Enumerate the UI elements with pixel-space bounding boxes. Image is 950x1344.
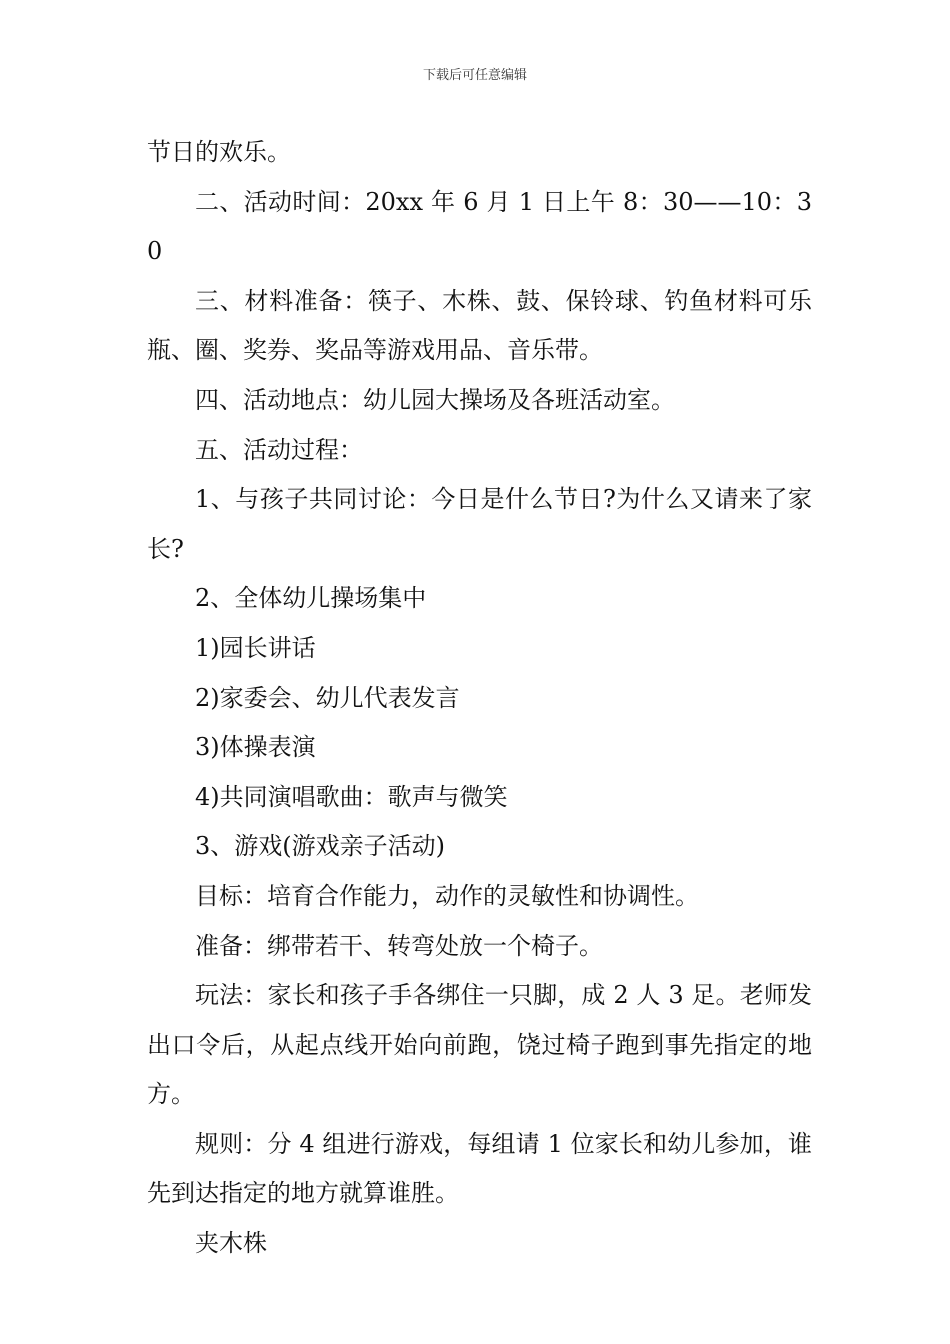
paragraph-step-1: 1、与孩子共同讨论：今日是什么节日?为什么又请来了家长? [147,485,812,563]
paragraph-how-to-play: 玩法：家长和孩子手各绑住一只脚，成 2 人 3 足。老师发出口令后，从起点线开始向前跑，饶过椅子跑到事先指定的地方。 [147,981,812,1109]
paragraph-process-heading: 五、活动过程： [195,435,363,464]
paragraph-substep-4: 4)共同演唱歌曲：歌声与微笑 [195,782,508,811]
paragraph-step-3: 3、游戏(游戏亲子活动) [195,832,445,861]
paragraph-substep-3: 3)体操表演 [195,733,316,762]
paragraph-materials: 三、材料准备：筷子、木株、鼓、保铃球、钓鱼材料可乐瓶、圈、奖券、奖品等游戏用品、音乐带。 [147,286,812,365]
paragraph-substep-1: 1)园长讲话 [195,633,316,662]
paragraph-preparation: 准备：绑带若干、转弯处放一个椅子。 [195,931,603,960]
paragraph-activity-time: 二、活动时间：20xx 年 6 月 1 日上午 8：30——10：30 [147,187,812,266]
paragraph-next-game: 夹木株 [195,1229,267,1258]
document-body [147,128,812,1269]
paragraph-goal: 目标：培育合作能力，动作的灵敏性和协调性。 [195,881,699,910]
paragraph-location: 四、活动地点：幼儿园大操场及各班活动室。 [195,385,675,414]
paragraph-step-2: 2、全体幼儿操场集中 [195,584,427,613]
paragraph-rules: 规则：分 4 组进行游戏，每组请 1 位家长和幼儿参加，谁先到达指定的地方就算谁胜。 [147,1129,812,1208]
paragraph-substep-2: 2)家委会、幼儿代表发言 [195,683,460,712]
paragraph-intro-end: 节日的欢乐。 [147,138,291,166]
page-header: 下载后可任意编辑 [422,68,527,83]
